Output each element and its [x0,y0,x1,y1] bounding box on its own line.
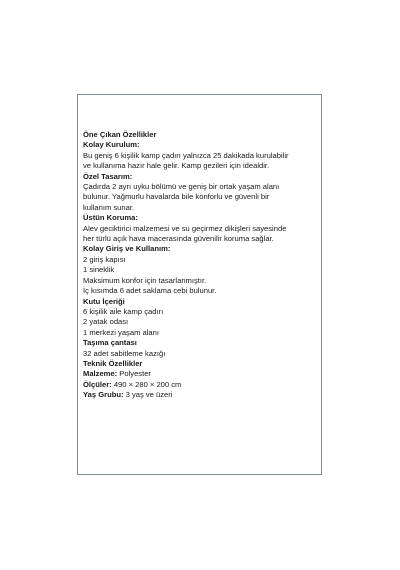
product-info-text [83,130,319,401]
product-info-box [77,94,322,475]
spec-age-value: 3 yaş ve üzeri [123,390,173,400]
spec-age-label: Yaş Grubu: [83,390,124,400]
spec-material-label: Malzeme: [83,369,118,379]
design-line: Çadırda 2 ayrı uyku bölümü ve geniş bir ortak yaşam alanı [83,182,280,192]
setup-line: Bu geniş 6 kişilik kamp çadırı yalnızca 25 dakikada kurulabilir [83,150,289,160]
protection-line: her türlü açık hava macerasında güvenilir koruma sağlar. [83,234,274,244]
access-line: 1 sineklik [83,265,115,275]
features-title: Öne Çıkan Özellikler [83,130,157,139]
section-heading-carry-bag: Taşıma çantası [83,338,137,348]
section-heading-setup: Kolay Kurulum: [83,140,140,150]
box-contents-line: 2 yatak odası [83,317,129,327]
section-heading-access: Kolay Giriş ve Kullanım: [83,244,171,254]
spec-material [83,369,319,379]
setup-line: ve kullanıma hazır hale gelir. Kamp gezileri için idealdir. [83,161,270,171]
section-heading-box-contents: Kutu İçeriği [83,296,125,306]
spec-dimensions-value: 490 × 280 × 200 cm [111,379,182,389]
section-heading-design: Özel Tasarım: [83,171,133,181]
spec-material-value: Polyester [117,369,151,379]
access-line: Maksimum konfor için tasarlanmıştır. [83,275,207,285]
access-line: 2 giriş kapısı [83,254,126,264]
protection-line: Alev geciktirici malzemesi ve su geçirmez dikişleri sayesinde [83,223,287,233]
spec-dimensions [83,380,319,390]
box-contents-line: 1 merkezi yaşam alanı [83,327,159,337]
spec-age [83,390,319,400]
design-line: bulunur. Yağmurlu havalarda bile konforlu ve güvenli bir [83,192,270,202]
section-heading-protection: Üstün Koruma: [83,213,138,223]
box-contents-line: 6 kişilik aile kamp çadırı [83,306,164,316]
tech-specs-heading: Teknik Özellikler [83,358,143,368]
carry-bag-line: 32 adet sabitleme kazığı [83,348,166,358]
spec-dimensions-label: Ölçüler: [83,379,112,389]
design-line: kullanım sunar. [83,202,135,212]
access-line: İç kısımda 6 adet saklama cebi bulunur. [83,286,217,296]
